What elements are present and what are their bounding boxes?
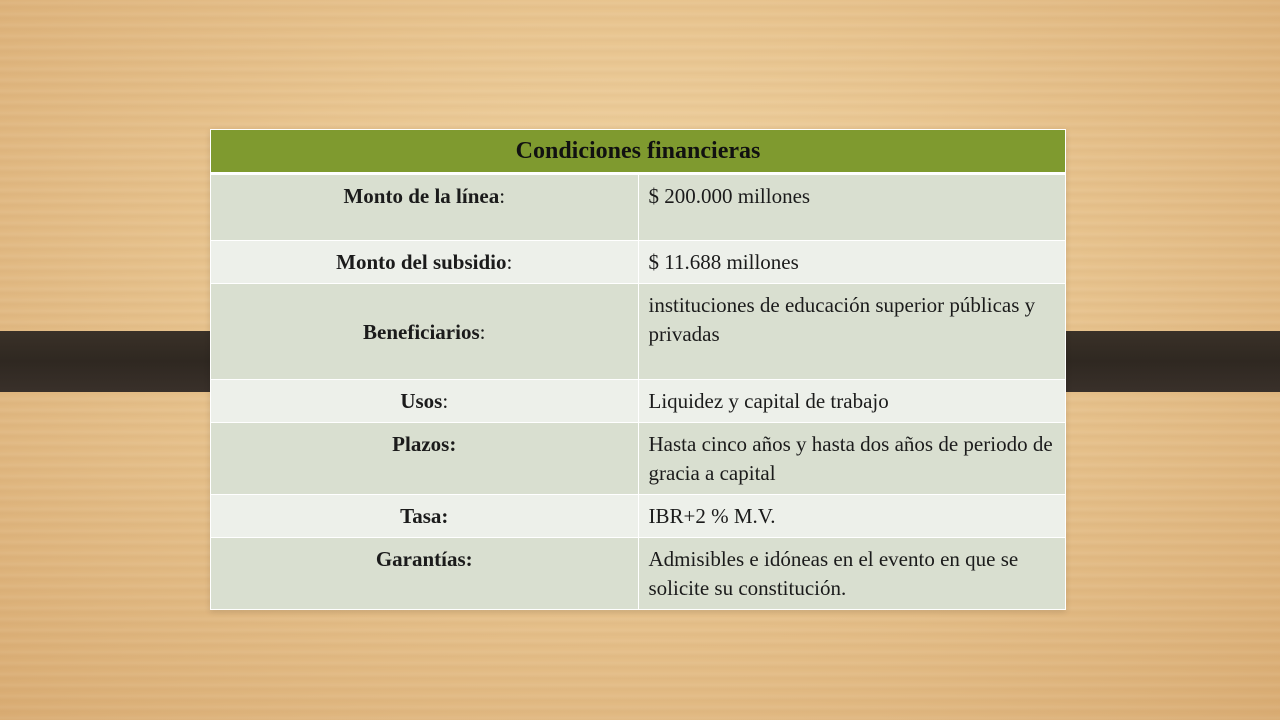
row-value: Admisibles e idóneas en el evento en que se solicite su constitución. <box>638 538 1066 610</box>
row-label <box>211 174 639 241</box>
row-label-text: Monto del subsidio <box>336 250 507 274</box>
row-value: $ 11.688 millones <box>638 241 1066 284</box>
row-label <box>211 284 639 380</box>
row-label <box>211 423 639 495</box>
row-value: instituciones de educación superior públicas y privadas <box>638 284 1066 380</box>
row-label-colon: : <box>442 389 449 413</box>
row-label-text: Monto de la línea <box>343 184 500 208</box>
row-value: IBR+2 % M.V. <box>638 495 1066 538</box>
row-label-text: Garantías: <box>375 547 473 571</box>
row-label <box>211 495 639 538</box>
table-row <box>211 380 1066 423</box>
table-row <box>211 284 1066 380</box>
table-row <box>211 495 1066 538</box>
row-label-colon: : <box>499 184 506 208</box>
financial-conditions-table <box>210 129 1066 610</box>
table-row <box>211 174 1066 241</box>
row-value: $ 200.000 millones <box>638 174 1066 241</box>
row-label-text: Plazos: <box>392 432 457 456</box>
row-value: Liquidez y capital de trabajo <box>638 380 1066 423</box>
table-row <box>211 241 1066 284</box>
row-label <box>211 380 639 423</box>
row-label-text: Tasa: <box>400 504 449 528</box>
row-label-text: Beneficiarios <box>363 319 480 344</box>
row-label-colon: : <box>506 250 513 274</box>
row-label <box>211 538 639 610</box>
table-row <box>211 423 1066 495</box>
row-label-text: Usos <box>400 389 443 413</box>
row-label-colon: : <box>479 319 486 344</box>
table-row <box>211 538 1066 610</box>
table-title: Condiciones financieras <box>211 130 1066 174</box>
row-label <box>211 241 639 284</box>
row-value: Hasta cinco años y hasta dos años de periodo de gracia a capital <box>638 423 1066 495</box>
